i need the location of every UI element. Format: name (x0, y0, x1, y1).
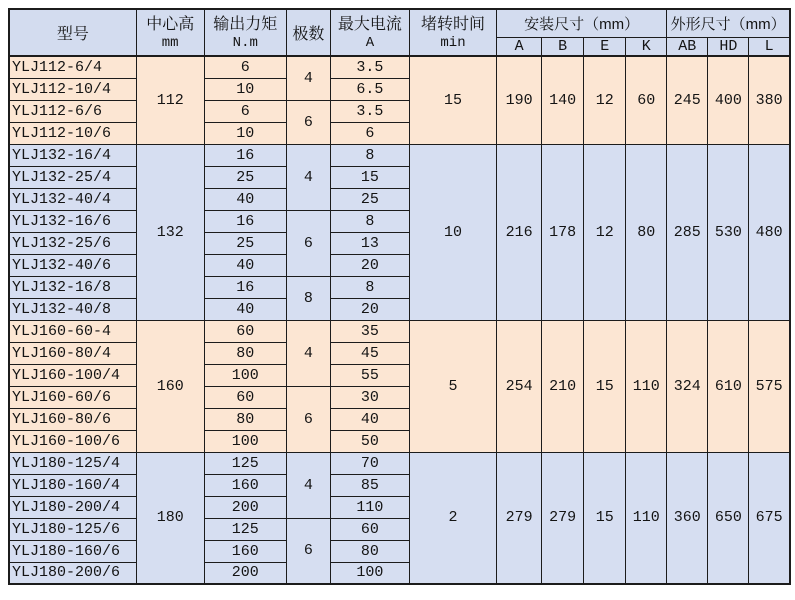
cell-model: YLJ132-25/4 (9, 166, 136, 188)
cell-model: YLJ132-40/4 (9, 188, 136, 210)
cell-max-current: 8 (330, 144, 409, 166)
cell-model: YLJ180-200/6 (9, 562, 136, 584)
header-stall-time (409, 9, 496, 56)
cell-dim-a: 190 (497, 56, 542, 144)
cell-model: YLJ132-40/8 (9, 298, 136, 320)
cell-model: YLJ180-160/6 (9, 540, 136, 562)
header-center-height-label: 中心高 (146, 15, 195, 33)
cell-max-current: 6 (330, 122, 409, 144)
header-model-label: 型号 (56, 26, 89, 43)
cell-stall-time: 15 (409, 56, 496, 144)
header-mount-dims-label: 安装尺寸（mm） (524, 15, 640, 33)
header-dim-k: K (626, 37, 667, 56)
header-dim-hd: HD (708, 37, 749, 56)
cell-max-current: 100 (330, 562, 409, 584)
cell-max-current: 20 (330, 298, 409, 320)
cell-model: YLJ160-100/6 (9, 430, 136, 452)
cell-dim-e: 15 (584, 320, 626, 452)
cell-torque: 10 (204, 122, 286, 144)
cell-dim-k: 110 (626, 452, 667, 584)
cell-torque: 16 (204, 144, 286, 166)
cell-dim-b: 210 (542, 320, 584, 452)
cell-dim-l: 480 (749, 144, 790, 320)
header-dim-e: E (584, 37, 626, 56)
cell-dim-ab: 245 (667, 56, 708, 144)
header-mount-dims (497, 9, 667, 37)
cell-poles: 8 (286, 276, 330, 320)
header-model (9, 9, 136, 56)
header-dim-ab: AB (667, 37, 708, 56)
cell-dim-k: 110 (626, 320, 667, 452)
header-row-main (9, 9, 790, 37)
cell-max-current: 6.5 (330, 78, 409, 100)
cell-torque: 125 (204, 452, 286, 474)
cell-max-current: 60 (330, 518, 409, 540)
cell-poles: 4 (286, 320, 330, 386)
cell-dim-hd: 650 (708, 452, 749, 584)
cell-model: YLJ160-60-4 (9, 320, 136, 342)
table-header (9, 9, 790, 56)
cell-dim-k: 80 (626, 144, 667, 320)
cell-dim-ab: 360 (667, 452, 708, 584)
cell-model: YLJ112-10/4 (9, 78, 136, 100)
header-center-height-unit: mm (161, 34, 179, 51)
table-row (9, 56, 790, 78)
cell-torque: 200 (204, 496, 286, 518)
table-row (9, 452, 790, 474)
cell-center-height: 160 (136, 320, 204, 452)
cell-dim-hd: 400 (708, 56, 749, 144)
header-max-current (330, 9, 409, 56)
cell-torque: 25 (204, 166, 286, 188)
cell-torque: 160 (204, 540, 286, 562)
cell-max-current: 3.5 (330, 56, 409, 78)
cell-max-current: 110 (330, 496, 409, 518)
cell-max-current: 80 (330, 540, 409, 562)
cell-max-current: 35 (330, 320, 409, 342)
cell-dim-l: 675 (749, 452, 790, 584)
cell-poles: 4 (286, 452, 330, 518)
header-torque (204, 9, 286, 56)
spec-table-body (9, 56, 790, 584)
cell-dim-e: 15 (584, 452, 626, 584)
cell-torque: 6 (204, 56, 286, 78)
cell-torque: 16 (204, 210, 286, 232)
table-row (9, 320, 790, 342)
cell-torque: 25 (204, 232, 286, 254)
header-stall-time-label: 堵转时间 (421, 15, 486, 33)
cell-center-height: 132 (136, 144, 204, 320)
cell-model: YLJ132-25/6 (9, 232, 136, 254)
cell-poles: 6 (286, 518, 330, 584)
cell-dim-ab: 285 (667, 144, 708, 320)
cell-dim-b: 140 (542, 56, 584, 144)
cell-max-current: 8 (330, 276, 409, 298)
cell-dim-l: 575 (749, 320, 790, 452)
cell-model: YLJ132-16/8 (9, 276, 136, 298)
cell-dim-a: 216 (497, 144, 542, 320)
cell-torque: 40 (204, 188, 286, 210)
header-poles-label: 极数 (292, 26, 325, 43)
cell-dim-e: 12 (584, 56, 626, 144)
cell-torque: 100 (204, 430, 286, 452)
cell-torque: 40 (204, 298, 286, 320)
cell-model: YLJ160-80/4 (9, 342, 136, 364)
cell-max-current: 20 (330, 254, 409, 276)
cell-model: YLJ180-200/4 (9, 496, 136, 518)
cell-torque: 60 (204, 320, 286, 342)
cell-poles: 6 (286, 100, 330, 144)
header-dim-l: L (749, 37, 790, 56)
cell-dim-e: 12 (584, 144, 626, 320)
cell-max-current: 15 (330, 166, 409, 188)
cell-poles: 6 (286, 210, 330, 276)
cell-torque: 10 (204, 78, 286, 100)
cell-stall-time: 5 (409, 320, 496, 452)
cell-max-current: 3.5 (330, 100, 409, 122)
header-torque-label: 输出力矩 (213, 15, 278, 33)
cell-dim-b: 178 (542, 144, 584, 320)
cell-max-current: 40 (330, 408, 409, 430)
cell-dim-l: 380 (749, 56, 790, 144)
cell-max-current: 85 (330, 474, 409, 496)
cell-dim-hd: 530 (708, 144, 749, 320)
cell-dim-ab: 324 (667, 320, 708, 452)
cell-max-current: 30 (330, 386, 409, 408)
cell-torque: 160 (204, 474, 286, 496)
header-max-current-unit: A (365, 34, 375, 51)
header-torque-unit: N.m (232, 34, 258, 51)
cell-poles: 6 (286, 386, 330, 452)
cell-stall-time: 2 (409, 452, 496, 584)
cell-poles: 4 (286, 144, 330, 210)
cell-model: YLJ112-10/6 (9, 122, 136, 144)
header-outline-dims (667, 9, 790, 37)
cell-torque: 60 (204, 386, 286, 408)
motor-spec-table (8, 8, 791, 585)
cell-max-current: 8 (330, 210, 409, 232)
header-dim-a: A (497, 37, 542, 56)
cell-torque: 100 (204, 364, 286, 386)
cell-torque: 40 (204, 254, 286, 276)
cell-poles: 4 (286, 56, 330, 100)
header-outline-dims-label: 外形尺寸（mm） (670, 15, 786, 33)
cell-model: YLJ160-60/6 (9, 386, 136, 408)
header-stall-time-unit: min (440, 34, 466, 51)
cell-max-current: 45 (330, 342, 409, 364)
cell-model: YLJ112-6/6 (9, 100, 136, 122)
cell-dim-a: 254 (497, 320, 542, 452)
cell-dim-hd: 610 (708, 320, 749, 452)
header-dim-b: B (542, 37, 584, 56)
cell-model: YLJ132-16/4 (9, 144, 136, 166)
cell-model: YLJ112-6/4 (9, 56, 136, 78)
header-poles (286, 9, 330, 56)
header-max-current-label: 最大电流 (337, 15, 402, 33)
cell-torque: 80 (204, 408, 286, 430)
cell-torque: 6 (204, 100, 286, 122)
cell-torque: 16 (204, 276, 286, 298)
cell-max-current: 70 (330, 452, 409, 474)
cell-model: YLJ132-16/6 (9, 210, 136, 232)
cell-torque: 200 (204, 562, 286, 584)
cell-max-current: 50 (330, 430, 409, 452)
cell-torque: 125 (204, 518, 286, 540)
cell-max-current: 25 (330, 188, 409, 210)
cell-model: YLJ180-125/4 (9, 452, 136, 474)
cell-stall-time: 10 (409, 144, 496, 320)
table-row (9, 144, 790, 166)
cell-max-current: 55 (330, 364, 409, 386)
cell-model: YLJ160-100/4 (9, 364, 136, 386)
cell-model: YLJ132-40/6 (9, 254, 136, 276)
cell-model: YLJ180-125/6 (9, 518, 136, 540)
cell-torque: 80 (204, 342, 286, 364)
header-center-height (136, 9, 204, 56)
cell-center-height: 180 (136, 452, 204, 584)
cell-dim-a: 279 (497, 452, 542, 584)
cell-model: YLJ160-80/6 (9, 408, 136, 430)
cell-dim-k: 60 (626, 56, 667, 144)
cell-model: YLJ180-160/4 (9, 474, 136, 496)
cell-max-current: 13 (330, 232, 409, 254)
cell-dim-b: 279 (542, 452, 584, 584)
cell-center-height: 112 (136, 56, 204, 144)
